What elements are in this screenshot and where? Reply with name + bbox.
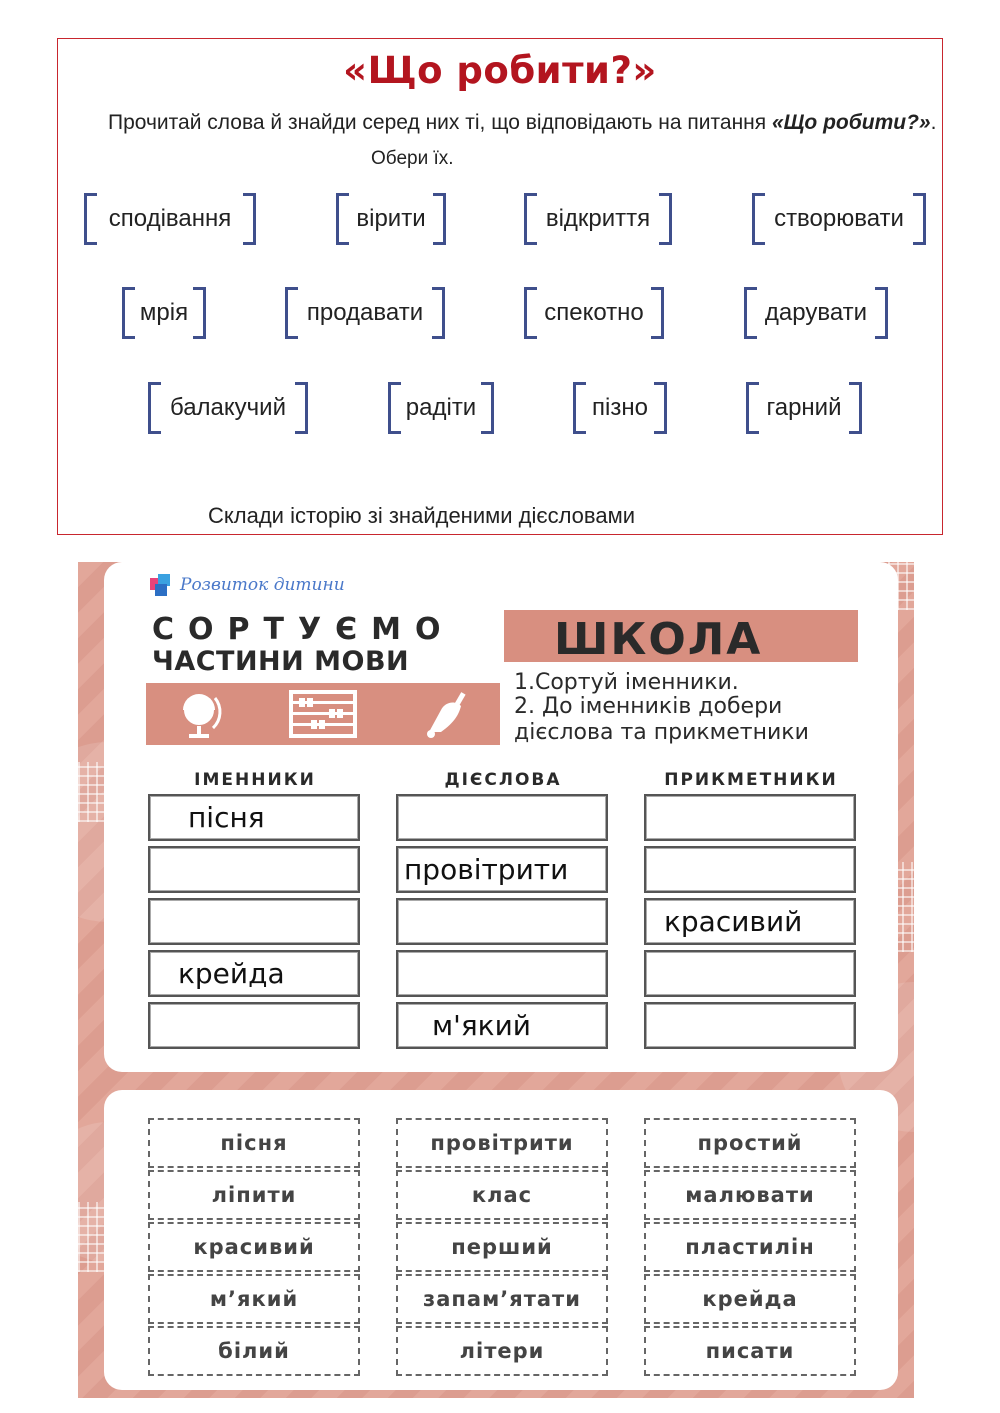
column-header-nouns: ІМЕННИКИ <box>194 770 316 790</box>
exercise-instruction <box>108 111 936 135</box>
word-card[interactable]: провітрити <box>396 1118 608 1168</box>
instruction-text: Прочитай слова й знайди серед них ті, що відповідають на питання <box>108 111 772 134</box>
word-option[interactable]: створювати <box>752 197 926 241</box>
theme-title: ШКОЛА <box>554 614 763 665</box>
answer-cell[interactable] <box>396 898 608 945</box>
answer-cell[interactable] <box>644 846 856 893</box>
word-option[interactable]: продавати <box>285 291 445 335</box>
word-card[interactable]: перший <box>396 1222 608 1272</box>
answer-cell[interactable]: пісня <box>148 794 360 841</box>
bell-icon <box>419 688 471 740</box>
word-card[interactable]: білий <box>148 1326 360 1376</box>
exercise-instruction-choose: Обери їх. <box>371 148 454 169</box>
answer-cell[interactable]: м'який <box>396 1002 608 1049</box>
answer-cell[interactable] <box>396 950 608 997</box>
column-header-adjectives: ПРИКМЕТНИКИ <box>664 770 838 790</box>
word-card[interactable]: красивий <box>148 1222 360 1272</box>
word-option[interactable]: спекотно <box>524 291 664 335</box>
exercise-footer: Склади історію зі знайденими дієсловами <box>208 503 636 528</box>
instruction-end: . <box>930 111 937 134</box>
worksheet-subheading: ЧАСТИНИ МОВИ <box>152 646 410 677</box>
answer-cell[interactable]: крейда <box>148 950 360 997</box>
word-option[interactable]: сподівання <box>84 197 256 241</box>
exercise-title: «Що робити?» <box>343 49 657 92</box>
word-card[interactable]: літери <box>396 1326 608 1376</box>
word-card[interactable]: м’який <box>148 1274 360 1324</box>
globe-icon <box>175 688 227 740</box>
school-icons-band <box>146 683 500 745</box>
answer-cell[interactable] <box>644 1002 856 1049</box>
word-card[interactable]: пластилін <box>644 1222 856 1272</box>
answer-cell[interactable] <box>148 846 360 893</box>
answer-cell[interactable] <box>148 898 360 945</box>
word-card[interactable]: пісня <box>148 1118 360 1168</box>
word-option[interactable]: балакучий <box>148 386 308 430</box>
word-option[interactable]: мрія <box>122 291 206 335</box>
word-option[interactable]: гарний <box>746 386 862 430</box>
abacus-icon <box>285 688 361 740</box>
brand <box>150 574 345 596</box>
answer-cell[interactable] <box>644 794 856 841</box>
task-line-3: дієслова та прикметники <box>514 720 809 745</box>
word-card[interactable]: крейда <box>644 1274 856 1324</box>
sorting-worksheet <box>78 562 914 1398</box>
word-option[interactable]: відкриття <box>524 197 672 241</box>
brand-name: Розвиток дитини <box>180 575 345 595</box>
answer-cell[interactable] <box>644 950 856 997</box>
word-option[interactable]: радіти <box>388 386 494 430</box>
instruction-question: «Що робити?» <box>771 111 931 134</box>
word-card[interactable]: простий <box>644 1118 856 1168</box>
word-card[interactable]: клас <box>396 1170 608 1220</box>
word-card[interactable]: запам’ятати <box>396 1274 608 1324</box>
answer-cell[interactable]: красивий <box>644 898 856 945</box>
word-card[interactable]: ліпити <box>148 1170 360 1220</box>
what-to-do-exercise <box>57 38 943 535</box>
answer-cell[interactable] <box>396 794 608 841</box>
word-option[interactable]: вірити <box>336 197 446 241</box>
task-line-1: 1.Сортуй іменники. <box>514 670 739 695</box>
task-line-2: 2. До іменників добери <box>514 694 783 719</box>
word-option[interactable]: пізно <box>573 386 667 430</box>
answer-cell[interactable]: провітрити <box>396 846 608 893</box>
word-option[interactable]: дарувати <box>744 291 888 335</box>
brand-logo-icon <box>150 574 172 596</box>
word-card[interactable]: малювати <box>644 1170 856 1220</box>
word-card[interactable]: писати <box>644 1326 856 1376</box>
answer-cell[interactable] <box>148 1002 360 1049</box>
column-header-verbs: ДІЄСЛОВА <box>444 770 562 790</box>
worksheet-heading: СОРТУЄМО <box>152 612 455 647</box>
